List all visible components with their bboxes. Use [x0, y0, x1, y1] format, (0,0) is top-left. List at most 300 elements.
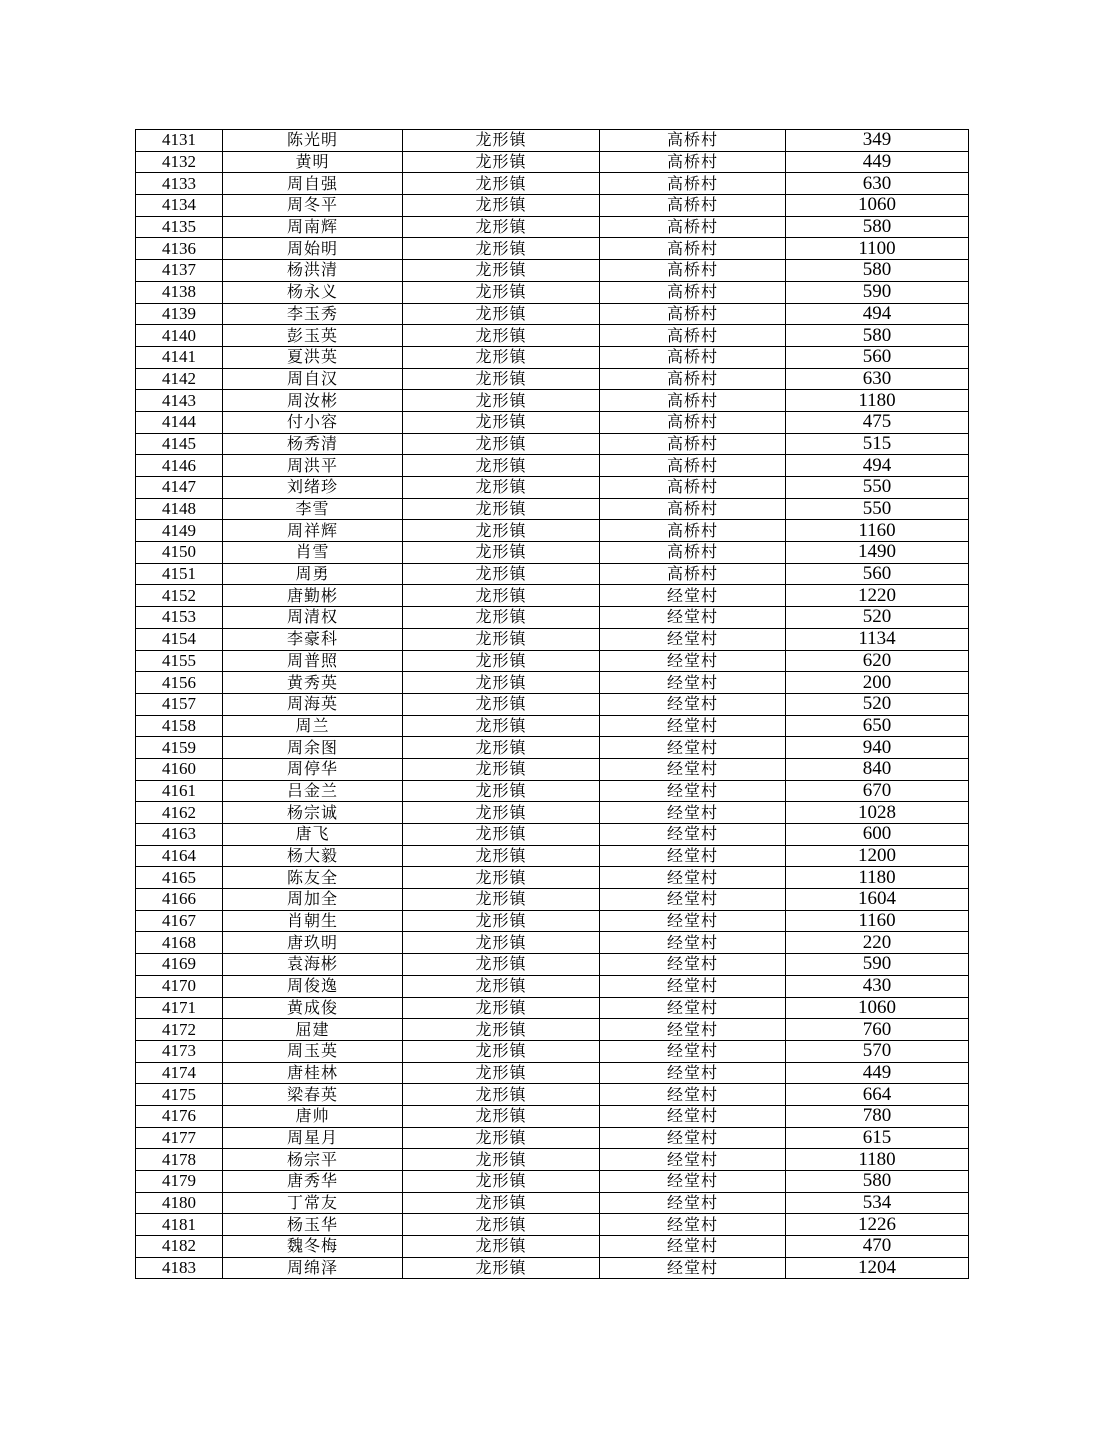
village-cell: 高桥村	[600, 346, 786, 368]
village-cell: 高桥村	[600, 216, 786, 238]
table-row	[136, 737, 969, 759]
town-cell: 龙形镇	[403, 281, 600, 303]
row-number-cell: 4179	[136, 1171, 223, 1193]
amount-cell: 349	[786, 130, 969, 152]
village-cell: 经堂村	[600, 1062, 786, 1084]
name-cell: 魏冬梅	[223, 1236, 403, 1258]
table-row	[136, 975, 969, 997]
name-cell: 杨宗诚	[223, 802, 403, 824]
row-number-cell: 4176	[136, 1105, 223, 1127]
village-cell: 经堂村	[600, 997, 786, 1019]
table-row	[136, 1127, 969, 1149]
town-cell: 龙形镇	[403, 1171, 600, 1193]
amount-cell: 520	[786, 607, 969, 629]
table-row	[136, 325, 969, 347]
table-row	[136, 910, 969, 932]
row-number-cell: 4154	[136, 628, 223, 650]
name-cell: 周始明	[223, 238, 403, 260]
name-cell: 黄明	[223, 151, 403, 173]
row-number-cell: 4133	[136, 173, 223, 195]
village-cell: 经堂村	[600, 607, 786, 629]
row-number-cell: 4132	[136, 151, 223, 173]
table-row	[136, 498, 969, 520]
village-cell: 高桥村	[600, 260, 786, 282]
name-cell: 唐飞	[223, 824, 403, 846]
name-cell: 陈友全	[223, 867, 403, 889]
amount-cell: 1226	[786, 1214, 969, 1236]
amount-cell: 620	[786, 650, 969, 672]
table-row	[136, 672, 969, 694]
row-number-cell: 4158	[136, 715, 223, 737]
town-cell: 龙形镇	[403, 477, 600, 499]
table-row	[136, 1192, 969, 1214]
town-cell: 龙形镇	[403, 932, 600, 954]
town-cell: 龙形镇	[403, 824, 600, 846]
town-cell: 龙形镇	[403, 867, 600, 889]
name-cell: 梁春英	[223, 1084, 403, 1106]
town-cell: 龙形镇	[403, 1084, 600, 1106]
row-number-cell: 4147	[136, 477, 223, 499]
table-row	[136, 411, 969, 433]
table-row	[136, 758, 969, 780]
town-cell: 龙形镇	[403, 1257, 600, 1279]
row-number-cell: 4166	[136, 889, 223, 911]
row-number-cell: 4160	[136, 758, 223, 780]
name-cell: 周清权	[223, 607, 403, 629]
name-cell: 周普照	[223, 650, 403, 672]
name-cell: 唐勤彬	[223, 585, 403, 607]
name-cell: 周加全	[223, 889, 403, 911]
row-number-cell: 4165	[136, 867, 223, 889]
village-cell: 经堂村	[600, 932, 786, 954]
village-cell: 高桥村	[600, 303, 786, 325]
town-cell: 龙形镇	[403, 758, 600, 780]
town-cell: 龙形镇	[403, 1040, 600, 1062]
town-cell: 龙形镇	[403, 1214, 600, 1236]
amount-cell: 220	[786, 932, 969, 954]
town-cell: 龙形镇	[403, 954, 600, 976]
amount-cell: 1134	[786, 628, 969, 650]
town-cell: 龙形镇	[403, 520, 600, 542]
name-cell: 李豪科	[223, 628, 403, 650]
amount-cell: 664	[786, 1084, 969, 1106]
name-cell: 周绵泽	[223, 1257, 403, 1279]
row-number-cell: 4175	[136, 1084, 223, 1106]
table-row	[136, 628, 969, 650]
table-row	[136, 845, 969, 867]
row-number-cell: 4149	[136, 520, 223, 542]
row-number-cell: 4150	[136, 542, 223, 564]
town-cell: 龙形镇	[403, 780, 600, 802]
town-cell: 龙形镇	[403, 260, 600, 282]
amount-cell: 550	[786, 477, 969, 499]
name-cell: 唐玖明	[223, 932, 403, 954]
amount-cell: 580	[786, 1171, 969, 1193]
row-number-cell: 4183	[136, 1257, 223, 1279]
row-number-cell: 4134	[136, 195, 223, 217]
amount-cell: 475	[786, 411, 969, 433]
table-row	[136, 238, 969, 260]
table-row	[136, 824, 969, 846]
town-cell: 龙形镇	[403, 845, 600, 867]
amount-cell: 1180	[786, 1149, 969, 1171]
row-number-cell: 4139	[136, 303, 223, 325]
table-row	[136, 130, 969, 152]
town-cell: 龙形镇	[403, 1062, 600, 1084]
name-cell: 杨永义	[223, 281, 403, 303]
amount-cell: 520	[786, 693, 969, 715]
amount-cell: 1180	[786, 867, 969, 889]
row-number-cell: 4172	[136, 1019, 223, 1041]
village-cell: 经堂村	[600, 1040, 786, 1062]
row-number-cell: 4136	[136, 238, 223, 260]
table-row	[136, 1062, 969, 1084]
name-cell: 李雪	[223, 498, 403, 520]
amount-cell: 534	[786, 1192, 969, 1214]
table-row	[136, 1257, 969, 1279]
table-row	[136, 715, 969, 737]
row-number-cell: 4164	[136, 845, 223, 867]
town-cell: 龙形镇	[403, 737, 600, 759]
row-number-cell: 4152	[136, 585, 223, 607]
town-cell: 龙形镇	[403, 238, 600, 260]
amount-cell: 630	[786, 368, 969, 390]
table-row	[136, 1105, 969, 1127]
table-row	[136, 1214, 969, 1236]
name-cell: 付小容	[223, 411, 403, 433]
village-cell: 高桥村	[600, 238, 786, 260]
town-cell: 龙形镇	[403, 802, 600, 824]
village-cell: 高桥村	[600, 455, 786, 477]
name-cell: 吕金兰	[223, 780, 403, 802]
village-cell: 经堂村	[600, 780, 786, 802]
amount-cell: 650	[786, 715, 969, 737]
table-row	[136, 997, 969, 1019]
row-number-cell: 4140	[136, 325, 223, 347]
town-cell: 龙形镇	[403, 1105, 600, 1127]
name-cell: 陈光明	[223, 130, 403, 152]
name-cell: 周祥辉	[223, 520, 403, 542]
row-number-cell: 4174	[136, 1062, 223, 1084]
amount-cell: 580	[786, 216, 969, 238]
village-cell: 经堂村	[600, 737, 786, 759]
name-cell: 周余图	[223, 737, 403, 759]
table-row	[136, 1084, 969, 1106]
village-cell: 高桥村	[600, 130, 786, 152]
town-cell: 龙形镇	[403, 650, 600, 672]
town-cell: 龙形镇	[403, 1236, 600, 1258]
name-cell: 杨宗平	[223, 1149, 403, 1171]
row-number-cell: 4131	[136, 130, 223, 152]
village-cell: 经堂村	[600, 1257, 786, 1279]
town-cell: 龙形镇	[403, 130, 600, 152]
name-cell: 彭玉英	[223, 325, 403, 347]
town-cell: 龙形镇	[403, 498, 600, 520]
row-number-cell: 4182	[136, 1236, 223, 1258]
name-cell: 黄成俊	[223, 997, 403, 1019]
table-row	[136, 780, 969, 802]
name-cell: 周停华	[223, 758, 403, 780]
row-number-cell: 4180	[136, 1192, 223, 1214]
row-number-cell: 4161	[136, 780, 223, 802]
row-number-cell: 4144	[136, 411, 223, 433]
table-row	[136, 260, 969, 282]
table-row	[136, 693, 969, 715]
table-row	[136, 650, 969, 672]
village-cell: 经堂村	[600, 1127, 786, 1149]
name-cell: 屈建	[223, 1019, 403, 1041]
table-row	[136, 151, 969, 173]
table-row	[136, 455, 969, 477]
town-cell: 龙形镇	[403, 455, 600, 477]
amount-cell: 570	[786, 1040, 969, 1062]
row-number-cell: 4142	[136, 368, 223, 390]
name-cell: 肖朝生	[223, 910, 403, 932]
table-row	[136, 281, 969, 303]
row-number-cell: 4163	[136, 824, 223, 846]
name-cell: 夏洪英	[223, 346, 403, 368]
village-cell: 经堂村	[600, 628, 786, 650]
table-row	[136, 1149, 969, 1171]
amount-cell: 630	[786, 173, 969, 195]
village-cell: 高桥村	[600, 433, 786, 455]
village-cell: 高桥村	[600, 542, 786, 564]
name-cell: 周玉英	[223, 1040, 403, 1062]
table-row	[136, 195, 969, 217]
village-cell: 高桥村	[600, 151, 786, 173]
name-cell: 肖雪	[223, 542, 403, 564]
row-number-cell: 4141	[136, 346, 223, 368]
row-number-cell: 4153	[136, 607, 223, 629]
name-cell: 周自强	[223, 173, 403, 195]
table-row	[136, 346, 969, 368]
table-row	[136, 542, 969, 564]
village-cell: 经堂村	[600, 954, 786, 976]
row-number-cell: 4138	[136, 281, 223, 303]
town-cell: 龙形镇	[403, 975, 600, 997]
name-cell: 周海英	[223, 693, 403, 715]
amount-cell: 560	[786, 563, 969, 585]
village-cell: 高桥村	[600, 520, 786, 542]
amount-cell: 580	[786, 260, 969, 282]
village-cell: 经堂村	[600, 1214, 786, 1236]
town-cell: 龙形镇	[403, 910, 600, 932]
row-number-cell: 4159	[136, 737, 223, 759]
amount-cell: 1604	[786, 889, 969, 911]
town-cell: 龙形镇	[403, 346, 600, 368]
amount-cell: 590	[786, 281, 969, 303]
subsidy-table	[135, 129, 969, 1279]
town-cell: 龙形镇	[403, 585, 600, 607]
town-cell: 龙形镇	[403, 433, 600, 455]
village-cell: 高桥村	[600, 498, 786, 520]
row-number-cell: 4178	[136, 1149, 223, 1171]
table-row	[136, 216, 969, 238]
town-cell: 龙形镇	[403, 173, 600, 195]
amount-cell: 449	[786, 151, 969, 173]
row-number-cell: 4143	[136, 390, 223, 412]
table-row	[136, 173, 969, 195]
town-cell: 龙形镇	[403, 889, 600, 911]
table-row	[136, 1236, 969, 1258]
name-cell: 杨玉华	[223, 1214, 403, 1236]
table-body	[136, 130, 969, 1279]
village-cell: 经堂村	[600, 824, 786, 846]
name-cell: 周洪平	[223, 455, 403, 477]
village-cell: 经堂村	[600, 802, 786, 824]
name-cell: 李玉秀	[223, 303, 403, 325]
name-cell: 周南辉	[223, 216, 403, 238]
amount-cell: 1200	[786, 845, 969, 867]
town-cell: 龙形镇	[403, 1127, 600, 1149]
village-cell: 高桥村	[600, 195, 786, 217]
town-cell: 龙形镇	[403, 216, 600, 238]
row-number-cell: 4168	[136, 932, 223, 954]
table-row	[136, 889, 969, 911]
name-cell: 刘绪珍	[223, 477, 403, 499]
name-cell: 袁海彬	[223, 954, 403, 976]
name-cell: 周冬平	[223, 195, 403, 217]
row-number-cell: 4146	[136, 455, 223, 477]
amount-cell: 515	[786, 433, 969, 455]
amount-cell: 449	[786, 1062, 969, 1084]
amount-cell: 560	[786, 346, 969, 368]
village-cell: 高桥村	[600, 325, 786, 347]
row-number-cell: 4137	[136, 260, 223, 282]
name-cell: 周自汉	[223, 368, 403, 390]
row-number-cell: 4171	[136, 997, 223, 1019]
amount-cell: 200	[786, 672, 969, 694]
name-cell: 周星月	[223, 1127, 403, 1149]
town-cell: 龙形镇	[403, 1019, 600, 1041]
table-row	[136, 390, 969, 412]
village-cell: 经堂村	[600, 758, 786, 780]
town-cell: 龙形镇	[403, 195, 600, 217]
village-cell: 高桥村	[600, 390, 786, 412]
table-row	[136, 1040, 969, 1062]
row-number-cell: 4170	[136, 975, 223, 997]
village-cell: 经堂村	[600, 1105, 786, 1127]
village-cell: 高桥村	[600, 563, 786, 585]
amount-cell: 780	[786, 1105, 969, 1127]
amount-cell: 1100	[786, 238, 969, 260]
amount-cell: 840	[786, 758, 969, 780]
name-cell: 杨洪清	[223, 260, 403, 282]
amount-cell: 760	[786, 1019, 969, 1041]
table-row	[136, 433, 969, 455]
town-cell: 龙形镇	[403, 303, 600, 325]
village-cell: 经堂村	[600, 693, 786, 715]
amount-cell: 1490	[786, 542, 969, 564]
amount-cell: 590	[786, 954, 969, 976]
amount-cell: 550	[786, 498, 969, 520]
town-cell: 龙形镇	[403, 628, 600, 650]
row-number-cell: 4151	[136, 563, 223, 585]
amount-cell: 1028	[786, 802, 969, 824]
row-number-cell: 4162	[136, 802, 223, 824]
town-cell: 龙形镇	[403, 1192, 600, 1214]
amount-cell: 1204	[786, 1257, 969, 1279]
row-number-cell: 4156	[136, 672, 223, 694]
town-cell: 龙形镇	[403, 997, 600, 1019]
town-cell: 龙形镇	[403, 368, 600, 390]
town-cell: 龙形镇	[403, 715, 600, 737]
village-cell: 经堂村	[600, 889, 786, 911]
name-cell: 周汝彬	[223, 390, 403, 412]
name-cell: 杨大毅	[223, 845, 403, 867]
row-number-cell: 4148	[136, 498, 223, 520]
row-number-cell: 4173	[136, 1040, 223, 1062]
amount-cell: 1160	[786, 520, 969, 542]
amount-cell: 1060	[786, 195, 969, 217]
village-cell: 高桥村	[600, 281, 786, 303]
village-cell: 高桥村	[600, 477, 786, 499]
town-cell: 龙形镇	[403, 693, 600, 715]
table-row	[136, 954, 969, 976]
table-row	[136, 303, 969, 325]
amount-cell: 494	[786, 303, 969, 325]
amount-cell: 430	[786, 975, 969, 997]
name-cell: 杨秀清	[223, 433, 403, 455]
village-cell: 经堂村	[600, 1149, 786, 1171]
row-number-cell: 4145	[136, 433, 223, 455]
village-cell: 经堂村	[600, 715, 786, 737]
village-cell: 经堂村	[600, 672, 786, 694]
name-cell: 丁常友	[223, 1192, 403, 1214]
village-cell: 经堂村	[600, 1084, 786, 1106]
table-row	[136, 368, 969, 390]
name-cell: 周兰	[223, 715, 403, 737]
amount-cell: 1160	[786, 910, 969, 932]
table-row	[136, 802, 969, 824]
village-cell: 经堂村	[600, 1019, 786, 1041]
row-number-cell: 4167	[136, 910, 223, 932]
amount-cell: 600	[786, 824, 969, 846]
village-cell: 经堂村	[600, 585, 786, 607]
amount-cell: 470	[786, 1236, 969, 1258]
name-cell: 唐帅	[223, 1105, 403, 1127]
town-cell: 龙形镇	[403, 1149, 600, 1171]
row-number-cell: 4135	[136, 216, 223, 238]
town-cell: 龙形镇	[403, 542, 600, 564]
village-cell: 经堂村	[600, 867, 786, 889]
table-row	[136, 520, 969, 542]
name-cell: 周勇	[223, 563, 403, 585]
name-cell: 唐秀华	[223, 1171, 403, 1193]
table-row	[136, 477, 969, 499]
amount-cell: 1180	[786, 390, 969, 412]
town-cell: 龙形镇	[403, 563, 600, 585]
village-cell: 经堂村	[600, 1192, 786, 1214]
town-cell: 龙形镇	[403, 325, 600, 347]
name-cell: 周俊逸	[223, 975, 403, 997]
village-cell: 经堂村	[600, 910, 786, 932]
village-cell: 经堂村	[600, 1236, 786, 1258]
village-cell: 高桥村	[600, 368, 786, 390]
name-cell: 唐桂林	[223, 1062, 403, 1084]
name-cell: 黄秀英	[223, 672, 403, 694]
town-cell: 龙形镇	[403, 151, 600, 173]
amount-cell: 1060	[786, 997, 969, 1019]
amount-cell: 670	[786, 780, 969, 802]
table-row	[136, 1019, 969, 1041]
table-row	[136, 563, 969, 585]
amount-cell: 940	[786, 737, 969, 759]
town-cell: 龙形镇	[403, 672, 600, 694]
row-number-cell: 4155	[136, 650, 223, 672]
village-cell: 经堂村	[600, 1171, 786, 1193]
row-number-cell: 4181	[136, 1214, 223, 1236]
